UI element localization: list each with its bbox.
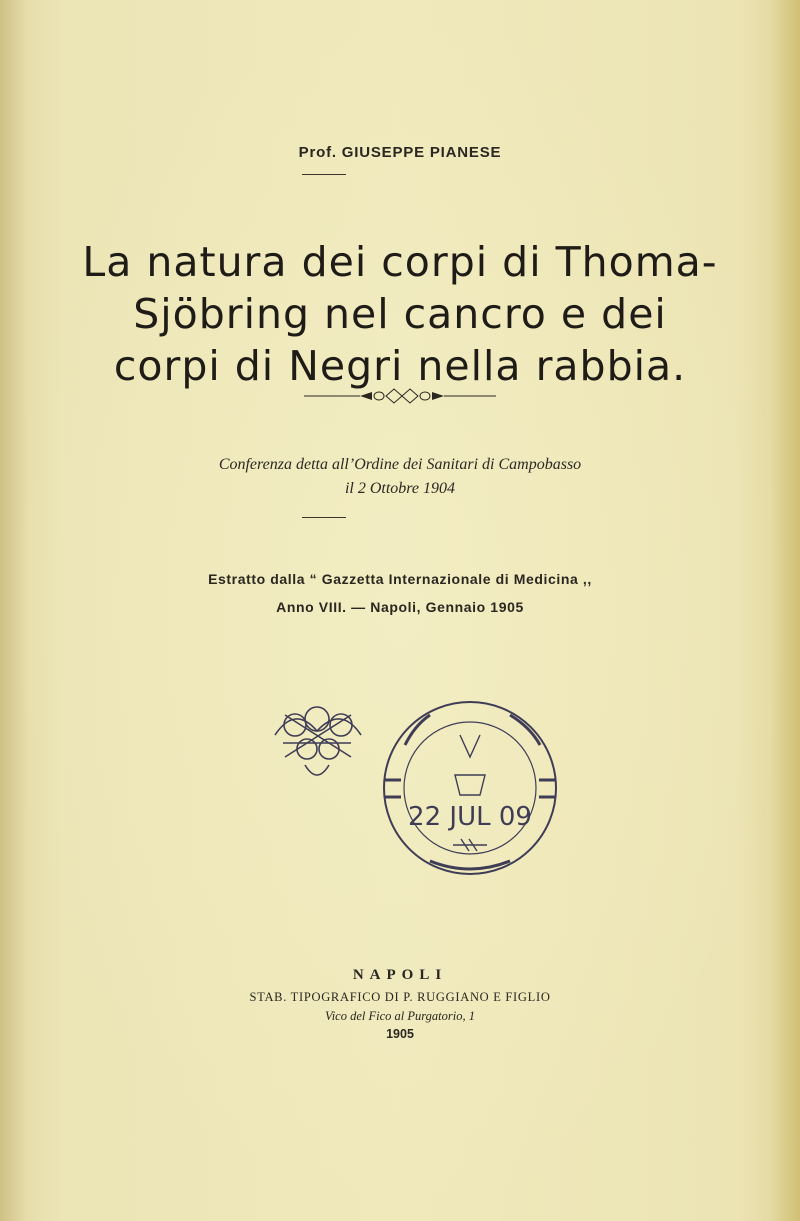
stamp-date: 22 JUL 09 [408,802,532,832]
conference-line-1: Conferenza detta all’Ordine dei Sanitari di Campobasso [218,456,582,473]
title-line-3: corpi di Negri nella rabbia. [113,342,687,390]
extract-line-2: Anno VIII. — Napoli, Gennaio 1905 [276,599,524,615]
title-line-2: Sjöbring nel cancro e dei [133,290,667,338]
imprint-year: 1905 [386,1027,414,1041]
imprint-printer: STAB. TIPOGRAFICO DI P. RUGGIANO E FIGLIO [249,990,551,1004]
divider-rule-middle [302,517,346,518]
extract-note [0,565,800,621]
conference-line-2: il 2 Ottobre 1904 [344,480,456,497]
author-name: Prof. GIUSEPPE PIANESE [298,144,502,161]
imprint-city: NAPOLI [352,967,448,983]
extract-line-1: Estratto dalla “ Gazzetta Internazionale di Medicina ,, [208,571,592,587]
title-line-1: La natura dei corpi di Thoma- [82,238,718,286]
imprint [0,965,800,1043]
crest-emblem-icon [275,707,361,775]
document-title [0,236,800,392]
divider-rule-top [302,174,346,175]
ornament-divider [300,386,500,406]
conference-note [0,453,800,501]
imprint-address: Vico del Fico al Purgatorio, 1 [325,1009,475,1023]
library-stamp [255,685,575,890]
